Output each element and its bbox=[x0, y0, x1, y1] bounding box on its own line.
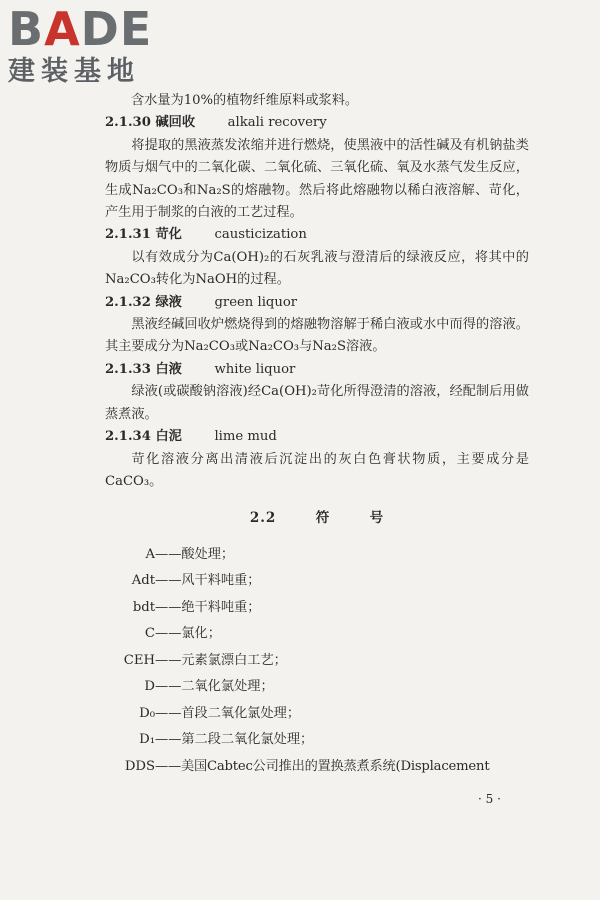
symbol-row bbox=[71, 595, 529, 622]
symbol-key: D₁ bbox=[139, 732, 155, 748]
symbol-value: ——风干料吨重； bbox=[155, 573, 261, 589]
symbol-row bbox=[71, 727, 529, 754]
term-zh: 白泥 bbox=[155, 429, 182, 445]
term-zh: 碱回收 bbox=[155, 115, 196, 131]
symbol-value: ——元素氯漂白工艺； bbox=[155, 652, 287, 668]
section-title-a: 符 bbox=[315, 510, 331, 527]
symbol-key: CEH bbox=[123, 652, 155, 668]
symbol-key: bdt bbox=[132, 599, 155, 615]
term-definition: 黑液经碱回收炉燃烧得到的熔融物溶解于稀白液或水中而得的溶液。其主要成分为Na₂CO₃或Na₂CO₃与Na₂S溶液。 bbox=[105, 317, 529, 355]
term-number: 2.1.32 bbox=[105, 294, 151, 310]
term-heading bbox=[105, 359, 529, 381]
symbol-row bbox=[71, 648, 529, 675]
symbol-row bbox=[71, 568, 529, 595]
symbol-value: ——首段二氧化氯处理； bbox=[155, 705, 301, 721]
term-en: alkali recovery bbox=[227, 115, 327, 131]
symbol-key: D₀ bbox=[139, 705, 155, 721]
term-en: causticization bbox=[214, 227, 307, 243]
symbol-row bbox=[71, 542, 529, 569]
term-definition: 将提取的黑液蒸发浓缩并进行燃烧，使黑液中的活性碱及有机钠盐类物质与烟气中的二氧化碳、二氧化硫、三氧化硫、氧及水蒸气发生反应，生成Na₂CO₃和Na₂S的熔融物。然后将此熔融物以稀白液溶解、苛化，产生用于制浆的白液的工艺过程。 bbox=[105, 137, 529, 221]
logo-subtitle: 建装基地 bbox=[8, 56, 140, 87]
term-number: 2.1.34 bbox=[105, 429, 151, 445]
term-zh: 白液 bbox=[155, 361, 182, 377]
term-definition: 以有效成分为Ca(OH)₂的石灰乳液与澄清后的绿液反应，将其中的Na₂CO₃转化为NaOH的过程。 bbox=[105, 249, 529, 288]
term-heading bbox=[105, 112, 529, 134]
section-number: 2.2 bbox=[249, 510, 277, 527]
symbol-value: ——美国Cabtec公司推出的置换蒸煮系统(Displacement bbox=[155, 758, 490, 774]
symbol-value: ——酸处理； bbox=[155, 546, 235, 562]
intro-line: 含水量为10%的植物纤维原料或浆料。 bbox=[131, 93, 359, 108]
term-zh: 绿液 bbox=[155, 294, 182, 310]
symbol-row bbox=[71, 754, 529, 781]
section-heading bbox=[105, 507, 529, 529]
bade-logo bbox=[8, 4, 188, 88]
term-heading bbox=[105, 224, 529, 246]
symbol-value: ——氯化； bbox=[155, 626, 221, 642]
symbol-key: D bbox=[144, 679, 155, 695]
term-definition: 苛化溶液分离出清液后沉淀出的灰白色膏状物质，主要成分是CaCO₃。 bbox=[105, 451, 529, 489]
symbol-value: ——二氧化氯处理； bbox=[155, 679, 274, 695]
logo-wordmark: BADE bbox=[8, 2, 153, 56]
term-en: green liquor bbox=[214, 294, 298, 310]
term-zh: 苛化 bbox=[155, 227, 182, 243]
symbol-key: Adt bbox=[131, 573, 155, 589]
symbol-value: ——第二段二氧化氯处理； bbox=[155, 732, 314, 748]
term-number: 2.1.33 bbox=[105, 361, 151, 377]
term-number: 2.1.30 bbox=[105, 115, 151, 131]
term-heading bbox=[105, 426, 529, 448]
document-body bbox=[105, 90, 529, 780]
symbol-key: A bbox=[145, 546, 155, 562]
term-en: white liquor bbox=[214, 361, 296, 377]
symbol-row bbox=[71, 674, 529, 701]
symbol-row bbox=[71, 701, 529, 728]
term-en: lime mud bbox=[214, 429, 277, 445]
term-number: 2.1.31 bbox=[105, 227, 151, 243]
symbol-row bbox=[71, 621, 529, 648]
symbol-list bbox=[71, 542, 529, 781]
term-definition: 绿液(或碳酸钠溶液)经Ca(OH)₂苛化所得澄清的溶液，经配制后用做蒸煮液。 bbox=[105, 384, 529, 422]
page-number: · 5 · bbox=[478, 792, 501, 806]
term-heading bbox=[105, 292, 529, 314]
symbol-key: DDS bbox=[124, 758, 155, 774]
symbol-key: C bbox=[144, 626, 155, 642]
section-title-b: 号 bbox=[369, 510, 385, 527]
symbol-value: ——绝干料吨重； bbox=[155, 599, 261, 615]
